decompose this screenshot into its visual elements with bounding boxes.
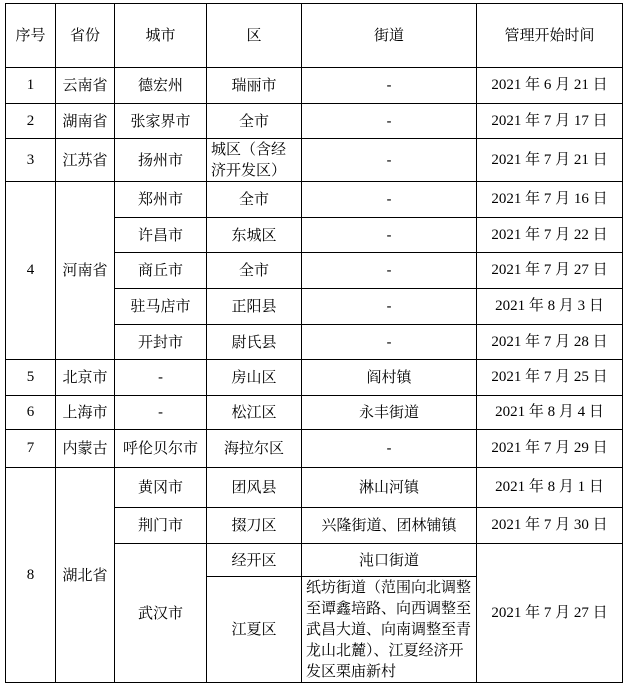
city-cell: 郑州市 [115, 182, 207, 218]
header-start-time: 管理开始时间 [477, 4, 623, 68]
city-cell: 扬州市 [115, 139, 207, 182]
table-row [6, 139, 623, 182]
city-cell: 开封市 [115, 325, 207, 360]
province-cell: 上海市 [56, 396, 115, 430]
province-cell: 北京市 [56, 360, 115, 396]
seq-cell: 4 [6, 182, 56, 360]
table-row [6, 468, 623, 508]
city-cell: 许昌市 [115, 218, 207, 253]
street-cell: 淋山河镇 [302, 468, 477, 508]
time-cell: 2021 年 7 月 25 日 [477, 360, 623, 396]
table-row [6, 182, 623, 218]
street-cell: - [302, 218, 477, 253]
table-row [6, 360, 623, 396]
time-cell: 2021 年 7 月 27 日 [477, 253, 623, 289]
time-cell: 2021 年 7 月 17 日 [477, 104, 623, 139]
time-cell: 2021 年 7 月 29 日 [477, 430, 623, 468]
header-district: 区 [207, 4, 302, 68]
province-cell: 河南省 [56, 182, 115, 360]
city-cell: - [115, 360, 207, 396]
district-cell: 海拉尔区 [207, 430, 302, 468]
city-cell: 驻马店市 [115, 289, 207, 325]
district-cell: 全市 [207, 253, 302, 289]
table-row [6, 68, 623, 104]
province-cell: 湖南省 [56, 104, 115, 139]
city-cell: 张家界市 [115, 104, 207, 139]
street-cell: - [302, 139, 477, 182]
district-cell: 房山区 [207, 360, 302, 396]
city-cell: 德宏州 [115, 68, 207, 104]
city-cell: 武汉市 [115, 544, 207, 683]
control-area-table [5, 3, 623, 683]
district-cell: 松江区 [207, 396, 302, 430]
street-cell: 阎村镇 [302, 360, 477, 396]
street-cell: 纸坊街道（范围向北调整至谭鑫培路、向西调整至武昌大道、向南调整至青龙山北麓）、江夏经济开发区栗庙新村 [302, 577, 477, 683]
street-cell: - [302, 289, 477, 325]
street-cell: 兴隆街道、团林铺镇 [302, 508, 477, 544]
time-cell: 2021 年 6 月 21 日 [477, 68, 623, 104]
district-cell: 全市 [207, 182, 302, 218]
district-cell: 尉氏县 [207, 325, 302, 360]
table-row [6, 104, 623, 139]
street-cell: - [302, 182, 477, 218]
street-cell: - [302, 430, 477, 468]
district-cell: 城区（含经济开发区） [207, 139, 302, 182]
time-cell: 2021 年 7 月 27 日 [477, 544, 623, 683]
street-cell: 永丰街道 [302, 396, 477, 430]
time-cell: 2021 年 8 月 3 日 [477, 289, 623, 325]
table-row [6, 430, 623, 468]
header-province: 省份 [56, 4, 115, 68]
header-city: 城市 [115, 4, 207, 68]
province-cell: 湖北省 [56, 468, 115, 683]
seq-cell: 3 [6, 139, 56, 182]
seq-cell: 5 [6, 360, 56, 396]
district-cell: 掇刀区 [207, 508, 302, 544]
seq-cell: 1 [6, 68, 56, 104]
header-row [6, 4, 623, 68]
city-cell: 商丘市 [115, 253, 207, 289]
district-cell: 瑞丽市 [207, 68, 302, 104]
district-cell: 江夏区 [207, 577, 302, 683]
time-cell: 2021 年 7 月 16 日 [477, 182, 623, 218]
district-cell: 团风县 [207, 468, 302, 508]
province-cell: 云南省 [56, 68, 115, 104]
city-cell: - [115, 396, 207, 430]
district-cell: 全市 [207, 104, 302, 139]
city-cell: 荆门市 [115, 508, 207, 544]
time-cell: 2021 年 7 月 28 日 [477, 325, 623, 360]
time-cell: 2021 年 8 月 1 日 [477, 468, 623, 508]
header-street: 街道 [302, 4, 477, 68]
street-cell: - [302, 325, 477, 360]
city-cell: 黄冈市 [115, 468, 207, 508]
seq-cell: 2 [6, 104, 56, 139]
header-seq: 序号 [6, 4, 56, 68]
seq-cell: 8 [6, 468, 56, 683]
time-cell: 2021 年 8 月 4 日 [477, 396, 623, 430]
district-cell: 正阳县 [207, 289, 302, 325]
street-cell: - [302, 104, 477, 139]
street-cell: - [302, 68, 477, 104]
table-row [6, 396, 623, 430]
seq-cell: 7 [6, 430, 56, 468]
time-cell: 2021 年 7 月 21 日 [477, 139, 623, 182]
street-cell: 沌口街道 [302, 544, 477, 577]
city-cell: 呼伦贝尔市 [115, 430, 207, 468]
time-cell: 2021 年 7 月 30 日 [477, 508, 623, 544]
street-cell: - [302, 253, 477, 289]
province-cell: 江苏省 [56, 139, 115, 182]
district-cell: 经开区 [207, 544, 302, 577]
seq-cell: 6 [6, 396, 56, 430]
province-cell: 内蒙古 [56, 430, 115, 468]
district-cell: 东城区 [207, 218, 302, 253]
time-cell: 2021 年 7 月 22 日 [477, 218, 623, 253]
